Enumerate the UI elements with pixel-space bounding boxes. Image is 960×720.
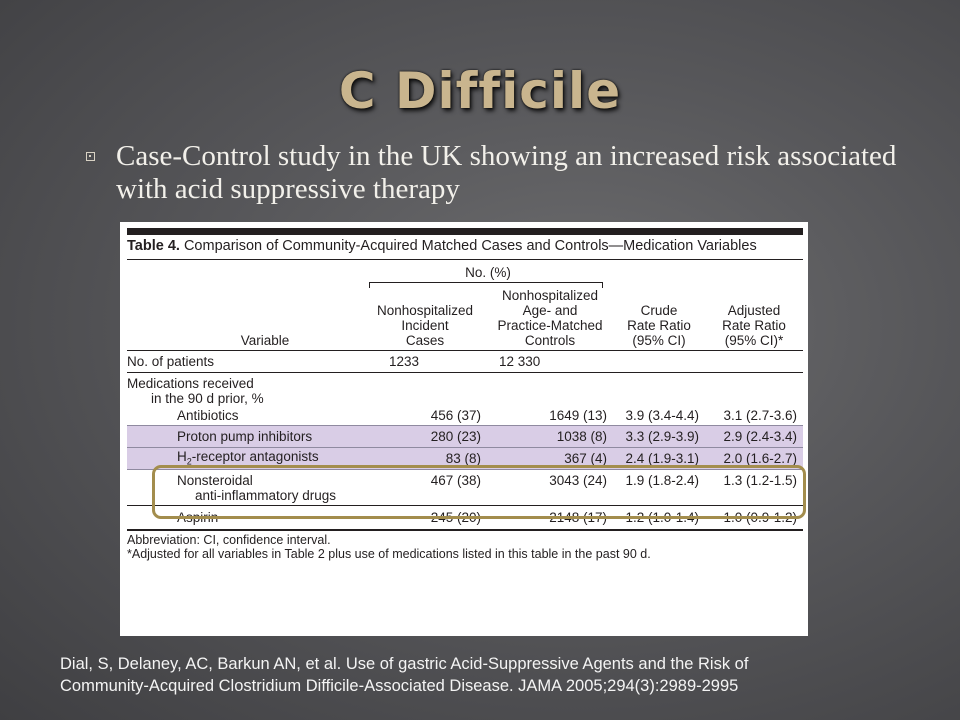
row-label-line2: anti-inflammatory drugs	[195, 487, 337, 503]
row-adjusted: 1.3 (1.2-1.5)	[723, 472, 797, 488]
citation-line: Dial, S, Delaney, AC, Barkun AN, et al. Use of gastric Acid-Suppressive Agents and the Risk of	[60, 655, 749, 673]
header-cases-line: Incident	[401, 318, 449, 333]
row-label: Nonsteroidal	[177, 472, 253, 488]
row-cases: 83 (8)	[363, 447, 487, 469]
row-label-prefix: H	[177, 449, 187, 465]
patients-cases: 1233	[389, 354, 420, 369]
row-crude: 1.9 (1.8-2.4)	[625, 472, 699, 488]
citation-line: Community-Acquired Clostridium Difficile-Associated Disease. JAMA 2005;294(3):2989-2995	[60, 677, 739, 695]
table-row	[127, 373, 803, 407]
table-row	[127, 406, 803, 425]
bullet-item	[86, 140, 906, 206]
citation	[60, 653, 940, 697]
row-label: Aspirin	[177, 509, 219, 525]
square-bullet-icon	[86, 152, 95, 161]
row-controls: 3043 (24)	[549, 472, 607, 488]
header-crude-line: Crude	[640, 303, 678, 318]
row-adjusted: 2.0 (1.6-2.7)	[705, 447, 803, 469]
section-label-line: in the 90 d prior, %	[151, 391, 264, 406]
row-cases: 456 (37)	[430, 407, 481, 423]
header-adjusted-line: (95% CI)*	[724, 333, 784, 348]
row-cases: 467 (38)	[430, 472, 481, 488]
slide-title: C Difficile	[338, 62, 622, 120]
table-caption-text: Comparison of Community-Acquired Matched Cases and Controls—Medication Variables	[183, 238, 757, 254]
bullet-text: Case-Control study in the UK showing an increased risk associated with acid suppressive therapy	[116, 140, 897, 205]
row-adjusted: 2.9 (2.4-3.4)	[705, 425, 803, 447]
row-cases: 245 (20)	[430, 509, 481, 525]
footnote-adjusted: *Adjusted for all variables in Table 2 plus use of medications listed in this table in the past 90 d.	[127, 547, 651, 561]
footnote-abbrev: Abbreviation: CI, confidence interval.	[127, 533, 331, 547]
row-label-subscript: 2	[186, 456, 192, 467]
header-controls-line: Practice-Matched	[497, 318, 603, 333]
header-crude-line: Rate Ratio	[627, 318, 691, 333]
header-adjusted-line: Adjusted	[727, 303, 781, 318]
row-crude: 3.9 (3.4-4.4)	[625, 407, 699, 423]
row-crude: 1.2 (1.0-1.4)	[625, 509, 699, 525]
table-bottom-rule	[127, 529, 803, 531]
table-label: Table 4.	[127, 238, 180, 254]
header-variable: Variable	[240, 333, 290, 348]
highlight-frame	[152, 465, 806, 519]
patients-label: No. of patients	[127, 354, 215, 369]
row-label: Proton pump inhibitors	[127, 425, 363, 447]
header-controls-line: Controls	[524, 333, 576, 348]
header-cases-line: Nonhospitalized	[376, 303, 474, 318]
table-caption	[127, 238, 803, 254]
row-adjusted: 3.1 (2.7-3.6)	[723, 407, 797, 423]
row-controls: 1649 (13)	[549, 407, 607, 423]
header-crude-line: (95% CI)	[632, 333, 686, 348]
group-header: No. (%)	[465, 265, 511, 280]
section-label-line: Medications received	[127, 376, 254, 391]
row-crude: 2.4 (1.9-3.1)	[613, 447, 705, 469]
row-label-suffix: -receptor antagonists	[191, 449, 319, 465]
table-top-bar	[127, 228, 803, 235]
table-image	[120, 222, 808, 636]
row-cases: 280 (23)	[363, 425, 487, 447]
header-adjusted-line: Rate Ratio	[722, 318, 786, 333]
row-controls: 367 (4)	[487, 447, 613, 469]
row-adjusted: 1.0 (0.9-1.2)	[723, 509, 797, 525]
row-controls: 2148 (17)	[549, 509, 607, 525]
row-label: Antibiotics	[177, 407, 239, 423]
table-row-highlighted	[127, 425, 803, 447]
patients-controls: 12 330	[499, 354, 541, 369]
header-controls-line: Age- and	[522, 303, 578, 318]
header-cases-line: Cases	[405, 333, 445, 348]
table-row	[127, 351, 803, 373]
header-controls-line: Nonhospitalized	[501, 288, 599, 303]
row-controls: 1038 (8)	[487, 425, 613, 447]
row-crude: 3.3 (2.9-3.9)	[613, 425, 705, 447]
